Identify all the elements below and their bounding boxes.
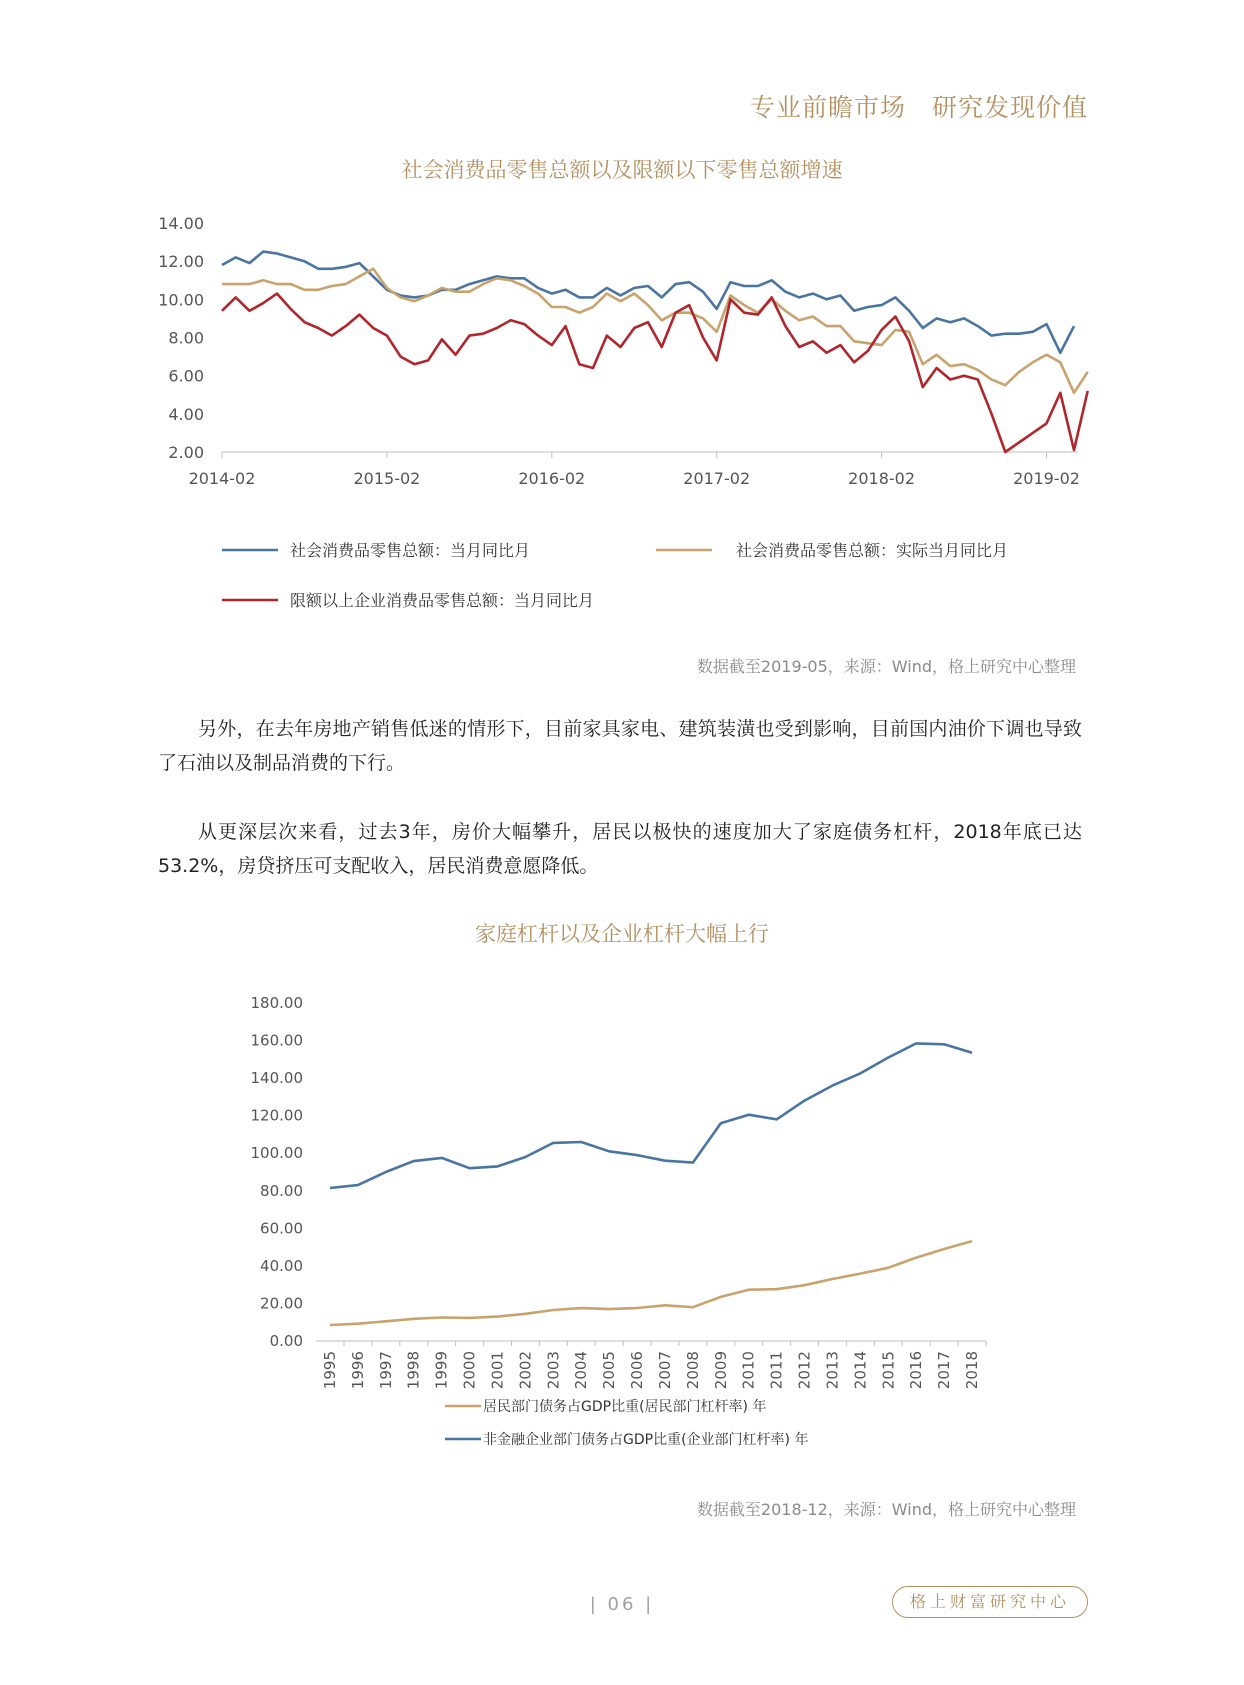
x-tick-label: 2016 [907, 1351, 926, 1390]
y-tick-label: 12.00 [158, 252, 204, 272]
x-tick-label: 1998 [404, 1351, 423, 1390]
header-tagline: 专业前瞻市场 研究发现价值 [749, 93, 1088, 122]
paragraph-2: 从更深层次来看，过去3年，房价大幅攀升，居民以极快的速度加大了家庭债务杠杆，2018年底已达53.2%，房贷挤压可支配收入，居民消费意愿降低。 [158, 821, 1082, 877]
chart2-source: 数据截至2018-12，来源：Wind，格上研究中心整理 [696, 1500, 1076, 1519]
x-tick-label: 2013 [823, 1351, 842, 1390]
y-tick-label: 160.00 [250, 1031, 303, 1050]
y-tick-label: 6.00 [168, 366, 204, 386]
legend-label-1: 居民部门债务占GDP比重(居民部门杠杆率) 年 [483, 1399, 767, 1415]
x-tick-label: 2014 [851, 1351, 870, 1390]
x-tick-label: 2018 [963, 1351, 981, 1390]
y-tick-label: 8.00 [168, 328, 204, 348]
x-tick-label: 2017 [935, 1351, 954, 1390]
x-tick-label: 2016-02 [518, 469, 586, 488]
y-tick-label: 60.00 [260, 1219, 303, 1238]
legend-label-2: 非金融企业部门债务占GDP比重(企业部门杠杆率) 年 [483, 1432, 809, 1448]
y-tick-label: 10.00 [158, 290, 204, 310]
x-tick-label: 2011 [767, 1351, 786, 1390]
page-number: | 06 | [589, 1594, 655, 1615]
legend-label-3: 限额以上企业消费品零售总额：当月同比月 [290, 591, 595, 610]
x-tick-label: 2005 [600, 1351, 619, 1390]
x-tick-label: 2007 [655, 1351, 674, 1390]
x-tick-label: 2004 [572, 1351, 591, 1390]
x-tick-label: 2000 [460, 1351, 479, 1390]
x-tick-label: 2019-02 [1013, 469, 1080, 488]
y-tick-label: 14.00 [158, 214, 204, 233]
x-tick-label: 2006 [628, 1351, 647, 1390]
y-tick-label: 4.00 [168, 404, 204, 424]
series-line-1 [222, 252, 1074, 353]
y-tick-label: 180.00 [250, 994, 303, 1012]
y-tick-label: 80.00 [260, 1181, 303, 1200]
x-tick-label: 2018-02 [848, 469, 916, 488]
x-tick-label: 2017-02 [683, 469, 751, 488]
legend-label-1: 社会消费品零售总额：当月同比月 [290, 541, 531, 560]
y-tick-label: 140.00 [250, 1069, 303, 1088]
x-tick-label: 2002 [516, 1351, 535, 1390]
x-tick-label: 2001 [488, 1351, 507, 1390]
y-tick-label: 120.00 [250, 1106, 303, 1125]
series-line-2 [330, 1043, 972, 1188]
y-tick-label: 0.00 [269, 1332, 303, 1350]
x-tick-label: 1996 [348, 1351, 367, 1390]
x-tick-label: 1997 [376, 1351, 395, 1390]
x-tick-label: 2009 [711, 1351, 730, 1390]
y-tick-label: 2.00 [168, 443, 204, 462]
x-tick-label: 2012 [795, 1351, 814, 1390]
y-tick-label: 20.00 [260, 1294, 303, 1313]
series-line-2 [222, 269, 1088, 393]
x-tick-label: 1999 [432, 1351, 451, 1390]
legend-label-2: 社会消费品零售总额：实际当月同比月 [736, 541, 1009, 560]
x-tick-label: 1995 [321, 1351, 339, 1390]
y-tick-label: 40.00 [260, 1256, 303, 1275]
brand-badge: 格上财富研究中心 [892, 1586, 1088, 1618]
y-tick-label: 100.00 [250, 1144, 303, 1163]
x-tick-label: 2014-02 [188, 469, 256, 488]
series-line-1 [330, 1241, 972, 1325]
x-tick-label: 2015 [879, 1351, 898, 1390]
chart2-title: 家庭杠杆以及企业杠杆大幅上行 [475, 922, 769, 946]
series-line-3 [222, 294, 1088, 452]
x-tick-label: 2015-02 [353, 469, 421, 488]
x-tick-label: 2008 [683, 1351, 702, 1390]
x-tick-label: 2003 [544, 1351, 563, 1390]
paragraph-1: 另外，在去年房地产销售低迷的情形下，目前家具家电、建筑装潢也受到影响，目前国内油价下调也导致了石油以及制品消费的下行。 [158, 718, 1082, 774]
chart1-source: 数据截至2019-05，来源：Wind，格上研究中心整理 [696, 657, 1076, 676]
x-tick-label: 2010 [739, 1351, 758, 1390]
chart2-svg [0, 960, 1244, 1500]
chart1-title: 社会消费品零售总额以及限额以下零售总额增速 [401, 158, 843, 182]
chart1-svg [0, 0, 1244, 660]
